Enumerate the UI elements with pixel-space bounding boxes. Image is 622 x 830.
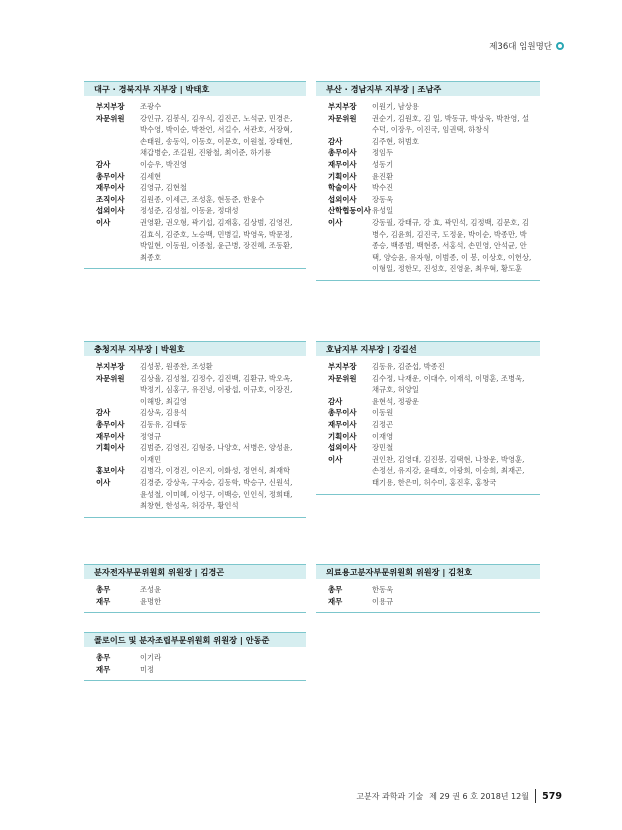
role-label: 재무이사 bbox=[96, 183, 125, 193]
member-names: 조광수 bbox=[140, 102, 162, 111]
role-label: 재무이사 bbox=[328, 159, 357, 169]
role-label: 부지부장 bbox=[328, 362, 357, 371]
officer-row bbox=[84, 477, 306, 512]
member-names: 한동욱 bbox=[372, 585, 394, 594]
role-label: 총무이사 bbox=[96, 171, 125, 181]
officer-row bbox=[84, 205, 306, 217]
member-names: 김경준, 강상욱, 구자승, 김동학, 박승구, 신원석, 윤성철, 이미혜, 이성구, 이백승, 인인식, 정희태, 최창현, 한성옥, 허강무, 황인석 bbox=[140, 477, 293, 511]
role-label: 총무 bbox=[96, 653, 111, 662]
role-label: 재무 bbox=[328, 596, 343, 606]
section-header bbox=[489, 40, 564, 52]
member-names: 강인규, 김봉식, 김우식, 김진곤, 노석균, 민경은, 박수영, 박이순, 박찬언, 서길수, 서관호, 서장혁, 손태원, 송동익, 이동호, 이문호, 이원철, 장태현, 채갑병순, 조길원, 진왕철, 최이준, 하기룡 bbox=[140, 113, 293, 158]
role-label: 홍보이사 bbox=[96, 466, 125, 476]
role-label: 총무 bbox=[328, 585, 343, 594]
member-names: 권영환, 권오형, 곽기섭, 김재홍, 김상범, 김영진, 김효식, 김준호, 노승백, 민병길, 박영욱, 박문정, 박일현, 이동원, 이종철, 윤근병, 장진혜, 조동환, 최종호 bbox=[140, 217, 293, 262]
officer-row bbox=[84, 407, 306, 419]
officer-row bbox=[84, 194, 306, 206]
officer-list bbox=[84, 96, 306, 268]
member-names: 강동필, 강태규, 강 효, 곽민석, 김정백, 김문호, 김병수, 김윤희, 김진국, 도정윤, 박이순, 박종만, 박종승, 백종범, 백현종, 서홍석, 손민영, 안석균, 안 택, 양승윤, 유자형, 이범종, 이 봉, 이상호, 이헌상, 이형일, 정한모, 진성호, 진영윤, 최우혁, 황도훈 bbox=[372, 217, 532, 274]
officer-row bbox=[316, 101, 540, 113]
member-names: 김병각, 이경진, 이은지, 이화성, 정연식, 최재학 bbox=[140, 466, 291, 476]
officer-row bbox=[84, 652, 306, 664]
role-label: 재무이사 bbox=[96, 431, 125, 441]
role-label: 섭외이사 bbox=[328, 194, 357, 204]
role-label: 감사 bbox=[328, 396, 343, 406]
officer-row bbox=[316, 113, 540, 136]
footer-divider bbox=[535, 789, 536, 803]
officer-row bbox=[316, 205, 540, 217]
officer-row bbox=[316, 159, 540, 171]
role-label: 자문위원 bbox=[328, 113, 357, 123]
member-names: 정성준, 김성철, 이동윤, 정대성 bbox=[140, 206, 239, 216]
role-label: 조직이사 bbox=[96, 194, 125, 204]
member-names: 김영규, 김현철 bbox=[140, 183, 187, 193]
officer-row bbox=[84, 419, 306, 431]
member-names: 김범준, 김영진, 김형중, 나양호, 서병은, 양성윤, 이재민 bbox=[140, 443, 293, 464]
officer-row bbox=[84, 373, 306, 408]
member-names: 이승우, 박진영 bbox=[140, 159, 187, 169]
officer-row bbox=[84, 431, 306, 443]
box-title: 의료용고분자부문위원회 위원장 | 김천호 bbox=[316, 564, 540, 579]
role-label: 부지부장 bbox=[96, 362, 125, 371]
officer-list bbox=[316, 96, 540, 280]
officer-row bbox=[316, 431, 540, 443]
role-label: 기획이사 bbox=[328, 431, 357, 441]
role-label: 총무이사 bbox=[328, 408, 357, 418]
officer-row bbox=[316, 361, 540, 373]
busan-gyeongnam-branch-box bbox=[316, 81, 540, 281]
member-names: 김상욱, 김용석 bbox=[140, 408, 187, 418]
officer-row bbox=[84, 584, 306, 596]
officer-row bbox=[84, 101, 306, 113]
officer-row bbox=[316, 194, 540, 206]
officer-row bbox=[316, 454, 540, 489]
member-names: 정영규 bbox=[140, 431, 162, 441]
officer-row bbox=[84, 596, 306, 608]
role-label: 섭외이사 bbox=[96, 206, 125, 216]
officer-list bbox=[316, 356, 540, 494]
member-names: 이원기, 남상용 bbox=[372, 102, 419, 111]
officer-row bbox=[316, 407, 540, 419]
daegu-gyeongbuk-branch-box bbox=[84, 81, 306, 269]
honam-branch-box bbox=[316, 341, 540, 495]
role-label: 재무이사 bbox=[328, 419, 357, 429]
officer-row bbox=[316, 442, 540, 454]
box-title: 분자전자부문위원회 위원장 | 김경곤 bbox=[84, 564, 306, 579]
role-label: 총무 bbox=[96, 585, 111, 594]
member-names: 성동기 bbox=[372, 159, 394, 169]
member-names: 김동유, 김태동 bbox=[140, 419, 187, 429]
role-label: 섭외이사 bbox=[328, 443, 357, 453]
officer-row bbox=[84, 171, 306, 183]
role-label: 이사 bbox=[328, 217, 343, 227]
box-title: 콜로이드 및 분자조립부문위원회 위원장 | 안동준 bbox=[84, 632, 306, 647]
member-names: 김정곤 bbox=[372, 419, 394, 429]
officer-list bbox=[316, 579, 540, 612]
box-title: 부산 · 경남지부 지부장 | 조남주 bbox=[316, 81, 540, 96]
role-label: 자문위원 bbox=[96, 373, 125, 383]
officer-row bbox=[316, 396, 540, 408]
member-names: 김상율, 김성철, 김정수, 김진백, 김환규, 박오옥, 박정기, 심홍구, 유진녕, 이광섭, 이규호, 이장진, 이해방, 최길영 bbox=[140, 373, 293, 406]
chungcheong-branch-box bbox=[84, 341, 306, 518]
member-names: 이동원 bbox=[372, 408, 394, 418]
officer-row bbox=[316, 217, 540, 275]
role-label: 부지부장 bbox=[328, 102, 357, 111]
member-names: 김성봉, 원종찬, 조성환 bbox=[140, 362, 213, 371]
section-title: 제36대 임원명단 bbox=[489, 42, 552, 52]
officer-row bbox=[316, 419, 540, 431]
member-names: 김동유, 김준섭, 박종진 bbox=[372, 362, 445, 371]
officer-row bbox=[84, 182, 306, 194]
officer-row bbox=[316, 182, 540, 194]
role-label: 감사 bbox=[96, 159, 111, 169]
officer-row bbox=[316, 136, 540, 148]
molecular-electronics-committee-box bbox=[84, 564, 306, 613]
member-names: 박수진 bbox=[372, 183, 394, 193]
officer-row bbox=[84, 361, 306, 373]
member-names: 김세현 bbox=[140, 171, 162, 181]
role-label: 부지부장 bbox=[96, 102, 125, 111]
officer-list bbox=[84, 647, 306, 680]
member-names: 윤명한 bbox=[140, 596, 162, 606]
role-label: 자문위원 bbox=[96, 113, 125, 123]
role-label: 총무이사 bbox=[328, 148, 357, 158]
member-names: 미정 bbox=[140, 664, 155, 674]
officer-row bbox=[84, 159, 306, 171]
member-names: 정임두 bbox=[372, 148, 394, 158]
member-names: 김원종, 이세근, 조성훈, 현동준, 한윤수 bbox=[140, 194, 265, 204]
officer-row bbox=[316, 584, 540, 596]
officer-row bbox=[84, 664, 306, 676]
member-names: 권인찬, 김영대, 김진봉, 김택현, 나창운, 박영훈, 손정선, 유지강, 윤태호, 이광희, 이승희, 최재곤, 태기용, 한은미, 허수미, 홍진후, 홍창국 bbox=[372, 454, 525, 487]
box-title: 대구 · 경북지부 지부장 | 박태호 bbox=[84, 81, 306, 96]
officer-row bbox=[84, 442, 306, 465]
officer-row bbox=[316, 373, 540, 396]
member-names: 권순기, 김원호, 김 일, 박동규, 박상욱, 박찬영, 설수덕, 이장우, 이진국, 임권택, 하창식 bbox=[372, 113, 530, 135]
role-label: 이사 bbox=[96, 477, 111, 487]
member-names: 이기라 bbox=[140, 653, 162, 662]
role-label: 감사 bbox=[96, 408, 111, 418]
colloid-molecular-assembly-committee-box bbox=[84, 632, 306, 681]
box-title: 충청지부 지부장 | 박원호 bbox=[84, 341, 306, 356]
role-label: 산학협동이사 bbox=[328, 206, 371, 216]
journal-name: 고분자 과학과 기술 bbox=[356, 791, 424, 801]
role-label: 이사 bbox=[96, 217, 111, 227]
officer-row bbox=[316, 171, 540, 183]
page-footer bbox=[356, 789, 562, 803]
member-names: 장민철 bbox=[372, 443, 394, 453]
role-label: 기획이사 bbox=[96, 443, 125, 453]
officer-row bbox=[316, 596, 540, 608]
member-names: 이재영 bbox=[372, 431, 394, 441]
member-names: 김수정, 나재운, 이대수, 이재석, 이명훈, 조병욱, 채규호, 허양일 bbox=[372, 373, 525, 395]
medical-polymer-committee-box bbox=[316, 564, 540, 613]
member-names: 이용규 bbox=[372, 596, 394, 606]
member-names: 김주현, 허범호 bbox=[372, 136, 419, 146]
officer-list bbox=[84, 356, 306, 517]
role-label: 자문위원 bbox=[328, 373, 357, 383]
issue-info: 제 29 권 6 호 2018년 12월 bbox=[429, 791, 529, 801]
role-label: 기획이사 bbox=[328, 171, 357, 181]
circle-bullet-icon bbox=[556, 42, 564, 50]
role-label: 이사 bbox=[328, 454, 343, 464]
member-names: 장동욱 bbox=[372, 194, 394, 204]
member-names: 유성일 bbox=[372, 206, 394, 216]
member-names: 윤진환 bbox=[372, 171, 394, 181]
officer-list bbox=[84, 579, 306, 612]
role-label: 총무이사 bbox=[96, 419, 125, 429]
officer-row bbox=[316, 147, 540, 159]
member-names: 윤현석, 정광운 bbox=[372, 396, 419, 406]
page-number: 579 bbox=[542, 790, 562, 802]
role-label: 감사 bbox=[328, 136, 343, 146]
role-label: 학술이사 bbox=[328, 183, 357, 193]
role-label: 재무 bbox=[96, 596, 111, 606]
role-label: 재무 bbox=[96, 664, 111, 674]
officer-row bbox=[84, 465, 306, 477]
officer-row bbox=[84, 217, 306, 263]
officer-row bbox=[84, 113, 306, 159]
box-title: 호남지부 지부장 | 강길선 bbox=[316, 341, 540, 356]
member-names: 조성윤 bbox=[140, 585, 162, 594]
